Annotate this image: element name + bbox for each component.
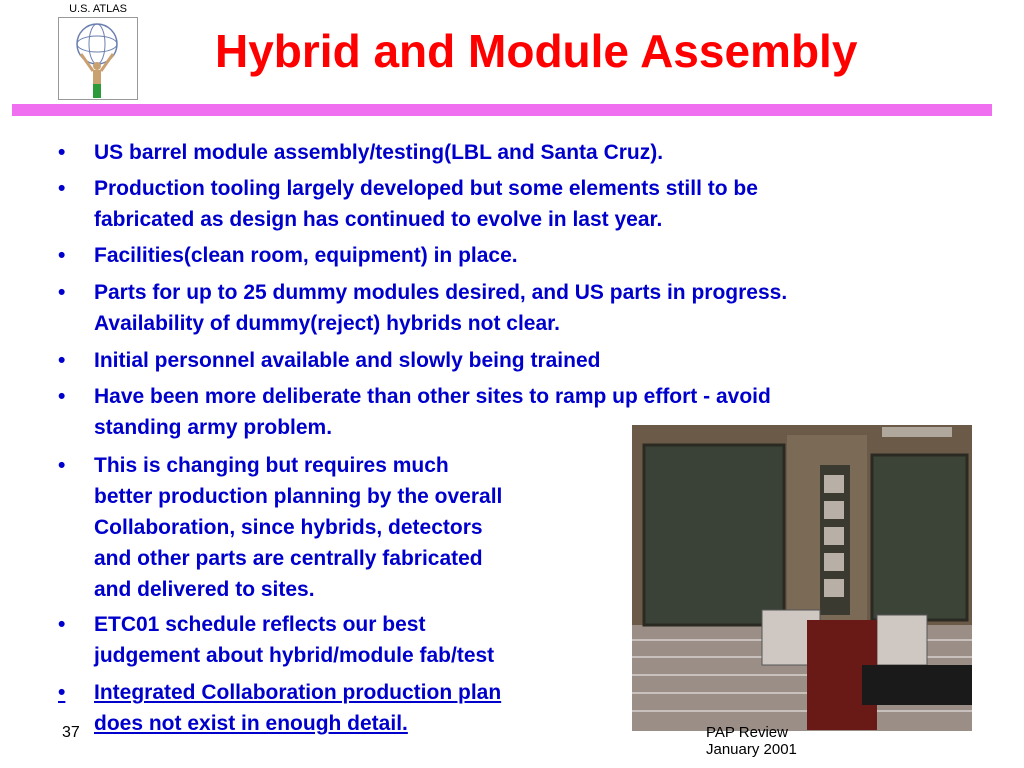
bullet-line: and other parts are centrally fabricated xyxy=(94,547,483,570)
us-atlas-logo xyxy=(58,3,138,101)
bullet-line: and delivered to sites. xyxy=(94,578,315,601)
page-number: 37 xyxy=(62,724,80,741)
bullet-line: Production tooling largely developed but some elements still to be xyxy=(94,177,758,200)
bullet-line: Have been more deliberate than other sites to ramp up effort - avoid xyxy=(94,385,771,408)
bullet-line: US barrel module assembly/testing(LBL and Santa Cruz). xyxy=(94,141,664,164)
bullet-line: Integrated Collaboration production plan xyxy=(94,681,502,704)
bullet-dot: • xyxy=(58,613,66,636)
bullet-dot: • xyxy=(58,141,66,164)
bullet-dot: • xyxy=(58,177,66,200)
bullet-line: Facilities(clean room, equipment) in place. xyxy=(94,244,518,267)
bullet-line: This is changing but requires much xyxy=(94,454,449,477)
atlas-figure-icon xyxy=(59,18,137,99)
bullet-line: Availability of dummy(reject) hybrids not clear. xyxy=(94,312,561,335)
bullet-dot: • xyxy=(58,385,66,408)
bullet-line: does not exist in enough detail. xyxy=(94,712,408,735)
footer-line1: PAP Review xyxy=(706,724,788,741)
bullet-dot: • xyxy=(58,454,66,477)
bullet-line: judgement about hybrid/module fab/test xyxy=(94,644,495,667)
bullet-dot: • xyxy=(58,281,66,304)
bullet-line: Parts for up to 25 dummy modules desired, and US parts in progress. xyxy=(94,281,788,304)
bullet-line: ETC01 schedule reflects our best xyxy=(94,613,426,636)
bullet-line: better production planning by the overall xyxy=(94,485,503,508)
logo-text: U.S. ATLAS xyxy=(69,3,127,15)
bullet-dot: • xyxy=(58,681,66,704)
module-photo xyxy=(632,425,972,731)
bullet-dot: • xyxy=(58,349,66,372)
bullet-line: fabricated as design has continued to evolve in last year. xyxy=(94,208,663,231)
logo-frame xyxy=(58,17,138,100)
bullet-line: standing army problem. xyxy=(94,416,333,439)
title-divider xyxy=(12,104,992,116)
footer-line2: January 2001 xyxy=(706,741,797,758)
footer-info xyxy=(706,724,797,758)
bullet-line: Initial personnel available and slowly being trained xyxy=(94,349,601,372)
bullet-dot: • xyxy=(58,244,66,267)
bullet-line: Collaboration, since hybrids, detectors xyxy=(94,516,483,539)
page-title: Hybrid and Module Assembly xyxy=(215,25,858,77)
